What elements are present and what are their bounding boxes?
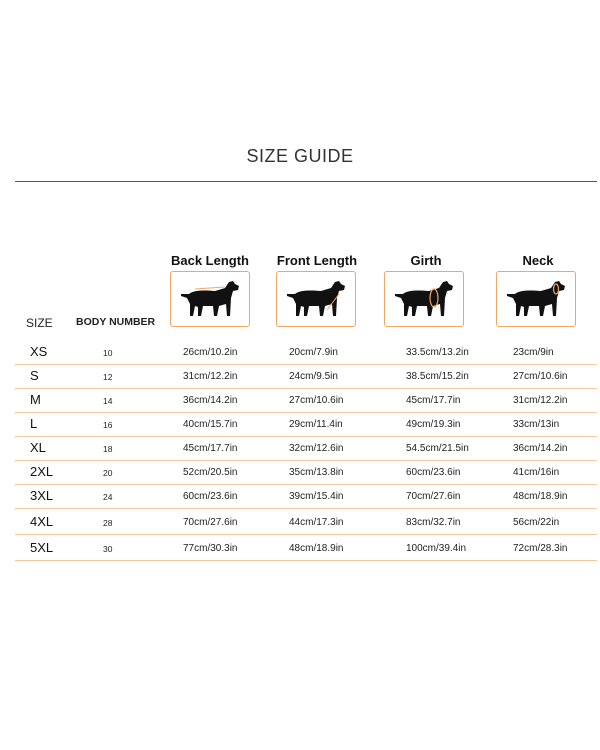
body-number-cell: 24 [103,492,113,502]
table-row [15,460,597,485]
body-number-cell: 10 [103,348,113,358]
body-number-cell: 30 [103,544,113,554]
back-length-cell: 60cm/23.6in [183,491,238,502]
front-length-cell: 35cm/13.8in [289,467,344,478]
girth-cell: 70cm/27.6in [406,491,461,502]
girth-cell: 60cm/23.6in [406,467,461,478]
body-number-cell: 12 [103,372,113,382]
front-length-cell: 20cm/7.9in [289,347,338,358]
size-cell: XL [30,440,46,455]
dog-girth-icon [384,271,464,327]
back-length-cell: 52cm/20.5in [183,467,238,478]
back-length-cell: 26cm/10.2in [183,347,238,358]
neck-cell: 36cm/14.2in [513,443,568,454]
front-length-cell: 27cm/10.6in [289,395,344,406]
size-cell: 5XL [30,540,54,555]
back-length-cell: 77cm/30.3in [183,543,238,554]
back-length-cell: 45cm/17.7in [183,443,238,454]
size-cell: 4XL [30,514,54,529]
table-row [15,364,597,389]
back-length-cell: 31cm/12.2in [183,371,238,382]
size-cell: S [30,368,39,383]
table-row [15,412,597,437]
body-number-cell: 20 [103,468,113,478]
size-cell: 2XL [30,464,54,479]
body-number-cell: 14 [103,396,113,406]
table-row [15,436,597,461]
page-title: SIZE GUIDE [246,146,354,166]
front-length-cell: 44cm/17.3in [289,517,344,528]
front-length-cell: 24cm/9.5in [289,371,338,382]
girth-cell: 83cm/32.7in [406,517,461,528]
neck-cell: 33cm/13in [513,419,560,430]
size-cell: 3XL [30,488,54,503]
table-row [15,510,597,535]
size-cell: L [30,416,38,431]
dog-neck-icon [496,271,576,327]
table-row [15,388,597,413]
girth-cell: 45cm/17.7in [406,395,461,406]
table-row [15,340,597,365]
dog-back-length-icon [170,271,250,327]
col-neck: Neck [522,253,554,268]
col-size: SIZE [26,316,53,330]
neck-cell: 41cm/16in [513,467,560,478]
neck-cell: 31cm/12.2in [513,395,568,406]
girth-cell: 38.5cm/15.2in [406,371,469,382]
girth-cell: 33.5cm/13.2in [406,347,469,358]
girth-cell: 100cm/39.4in [406,543,467,554]
body-number-cell: 18 [103,444,113,454]
dog-front-length-icon [276,271,356,327]
front-length-cell: 48cm/18.9in [289,543,344,554]
girth-cell: 49cm/19.3in [406,419,461,430]
front-length-cell: 32cm/12.6in [289,443,344,454]
girth-cell: 54.5cm/21.5in [406,443,469,454]
front-length-cell: 39cm/15.4in [289,491,344,502]
neck-cell: 23cm/9in [513,347,554,358]
neck-cell: 27cm/10.6in [513,371,568,382]
col-front-length: Front Length [276,253,358,268]
table-row [15,484,597,509]
col-body-number: BODY NUMBER [76,316,156,328]
table-row [15,536,597,561]
front-length-cell: 29cm/11.4in [289,419,343,430]
body-number-cell: 28 [103,518,113,528]
col-back-length: Back Length [170,253,249,268]
col-girth: Girth [410,253,442,268]
neck-cell: 72cm/28.3in [513,543,568,554]
size-cell: M [30,392,41,407]
body-number-cell: 16 [103,420,113,430]
back-length-cell: 36cm/14.2in [183,395,238,406]
size-cell: XS [30,344,48,359]
back-length-cell: 40cm/15.7in [183,419,238,430]
title-divider [15,181,597,182]
neck-cell: 56cm/22in [513,517,560,528]
back-length-cell: 70cm/27.6in [183,517,238,528]
neck-cell: 48cm/18.9in [513,491,568,502]
